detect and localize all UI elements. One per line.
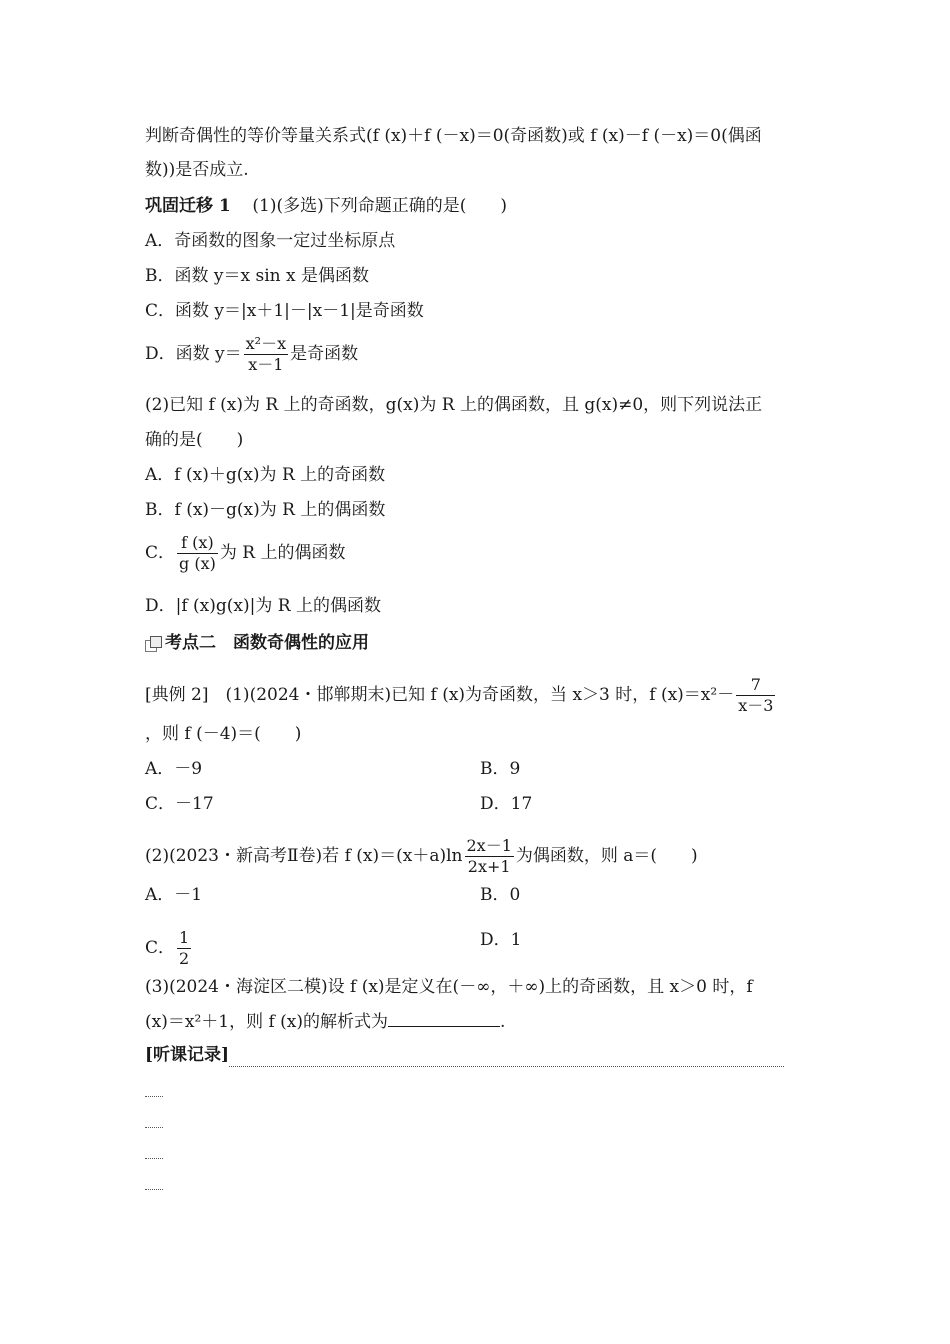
- record-dots-4: [145, 1188, 163, 1190]
- fraction-numerator: x²－x: [245, 334, 287, 353]
- q2-stem-line-2: 确的是( ): [145, 430, 244, 450]
- q2-option-b: B．f (x)－g(x)为 R 上的偶函数: [145, 500, 386, 520]
- example2-q2-option-c-label: C．: [145, 938, 176, 958]
- example2-q1-option-b: B．9: [480, 759, 521, 779]
- fraction-numerator: 2x－1: [466, 836, 512, 855]
- record-label: [听课记录]: [145, 1045, 230, 1065]
- example2-q2-suffix: 为偶函数，则 a＝( ): [515, 846, 698, 866]
- example2-q3-line-1: (3)(2024・海淀区二模)设 f (x)是定义在(－∞，＋∞)上的奇函数，且 x＞0 时，f: [145, 977, 753, 997]
- q1-option-d: [145, 334, 358, 375]
- record-dots-1: [145, 1095, 163, 1097]
- example2-q3-text: (x)＝x²＋1，则 f (x)的解析式为: [145, 1012, 389, 1032]
- record-dots-2: [145, 1126, 163, 1128]
- fraction-numerator: 7: [736, 675, 775, 696]
- q2-option-c: [145, 533, 345, 574]
- example2-q2-prefix: (2)(2023・新高考Ⅱ卷)若 f (x)＝(x＋a)ln: [145, 846, 463, 866]
- q2-option-d: D．|f (x)g(x)|为 R 上的偶函数: [145, 596, 381, 616]
- record-line[interactable]: [229, 1048, 784, 1067]
- q2-option-a: A．f (x)＋g(x)为 R 上的奇函数: [145, 465, 386, 485]
- example2-q2-option-c-fraction: [177, 928, 191, 969]
- fraction-denominator: g (x): [179, 554, 216, 573]
- example2-q1-option-a: A．－9: [145, 759, 203, 779]
- q2-option-c-fraction: [177, 533, 218, 574]
- fraction-numerator: 1: [179, 928, 190, 947]
- example2-q1-option-d: D．17: [480, 794, 533, 814]
- example2-q2-fraction: [465, 836, 514, 877]
- example2-q2-option-d: D．1: [480, 930, 522, 950]
- fraction-denominator: 2: [179, 949, 190, 968]
- example2-q1-line-1: [145, 675, 777, 716]
- record-row: [145, 1043, 784, 1067]
- example2-q1-text: [典例 2] (1)(2024・邯郸期末)已知 f (x)为奇函数，当 x＞3 时，f (x)＝x²－: [145, 685, 735, 705]
- q2-option-c-prefix: C．: [145, 543, 176, 563]
- answer-blank[interactable]: [388, 1010, 500, 1027]
- example2-q1-option-c: C．－17: [145, 794, 214, 814]
- exercise1-heading: [145, 194, 507, 218]
- exercise1-title: 巩固迁移 1: [145, 196, 231, 216]
- example2-q2-stem: [145, 836, 698, 877]
- section2-title: 考点二 函数奇偶性的应用: [165, 633, 369, 653]
- example2-q2-option-c: [145, 928, 193, 969]
- example2-q3-line-2: [145, 1010, 505, 1034]
- q2-stem-line-1: (2)已知 f (x)为 R 上的奇函数，g(x)为 R 上的偶函数，且 g(x)≠0，则下列说法正: [145, 395, 763, 415]
- example2-q3-period: .: [500, 1012, 506, 1032]
- example2-q2-option-a: A．－1: [145, 885, 203, 905]
- example2-q2-option-b: B．0: [480, 885, 521, 905]
- q1-option-c: C．函数 y＝|x＋1|－|x－1|是奇函数: [145, 301, 424, 321]
- q1-option-a: A．奇函数的图象一定过坐标原点: [145, 231, 396, 251]
- q1-option-d-prefix: D．函数 y＝: [145, 344, 242, 364]
- example2-q1-line-2: ，则 f (－4)＝( ): [145, 724, 302, 744]
- record-dots-3: [145, 1157, 163, 1159]
- intro-line-1: 判断奇偶性的等价等量关系式(f (x)＋f (－x)＝0(奇函数)或 f (x)－f (－x)＝0(偶函: [145, 126, 762, 146]
- q1-option-b: B．函数 y＝x sin x 是偶函数: [145, 266, 369, 286]
- fraction-denominator: x－1: [248, 355, 284, 374]
- q2-option-c-suffix: 为 R 上的偶函数: [219, 543, 346, 563]
- section2-heading: [145, 631, 369, 655]
- q1-option-d-suffix: 是奇函数: [290, 344, 359, 364]
- intro-line-2: 数))是否成立.: [145, 160, 249, 180]
- fraction-denominator: 2x+1: [467, 857, 511, 876]
- exercise1-q1-stem: (1)(多选)下列命题正确的是( ): [252, 196, 507, 216]
- example2-q1-fraction: [736, 675, 775, 716]
- fraction-numerator: f (x): [177, 533, 218, 554]
- fraction-denominator: x－3: [738, 696, 774, 715]
- section-marker-icon: [145, 636, 161, 652]
- q1-option-d-fraction: [244, 334, 288, 375]
